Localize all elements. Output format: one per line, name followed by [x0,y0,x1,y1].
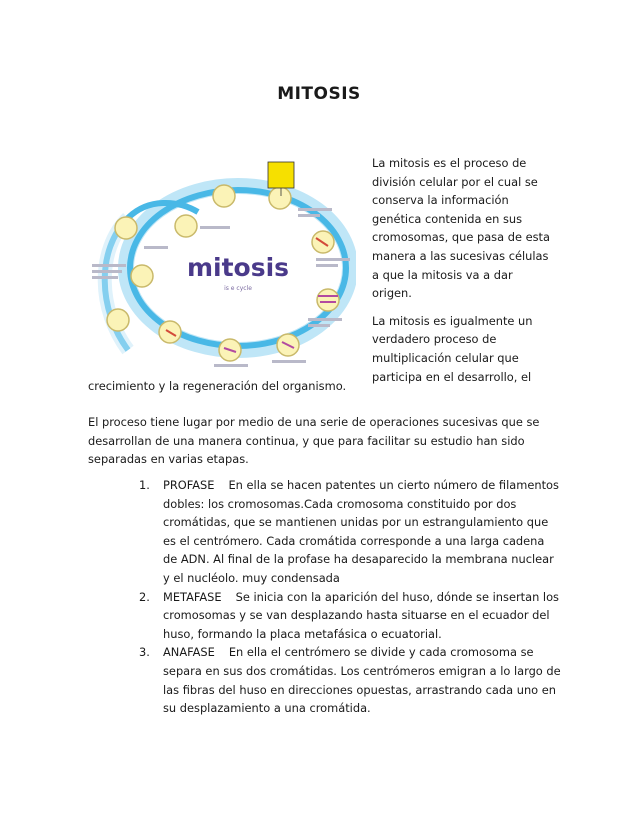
diagram-center-subtitle: is e cycle [224,285,252,292]
cell-cycle-illustration [88,160,356,372]
list-number: 1. [139,478,150,492]
list-item-metafase [139,588,561,644]
phase-description: En ella el centrómero se divide y cada cromosoma se separa en sus dos cromátidas. Los centrómeros emigran a lo largo de las fibras del huso en direcciones opuestas, arrastrando cada uno en su desplazamiento a una cromátida. [163,645,561,716]
phases-list [139,476,561,718]
phase-description: Se inicia con la aparición del huso, dónde se insertan los cromosomas y se van desplazando hasta situarse en el ecuador del huso, formando la placa metafásica o ecuatorial. [163,589,559,641]
list-number: 2. [139,589,150,604]
list-item-profase [139,476,561,588]
diagram-center-word: mitosis [186,253,290,282]
phase-term: PROFASE [163,478,215,492]
list-number: 3. [139,645,150,660]
right-text-column [372,154,552,386]
paragraph-process: El proceso tiene lugar por medio de una serie de operaciones sucesivas que se desarrollan de una manera continua, y que para facilitar su estudio han sido separadas en varias etapas. [88,415,540,467]
list-item-anafase [139,643,561,717]
phase-description: En ella se hacen patentes un cierto número de filamentos dobles: los cromosomas.Cada cromosoma constituido por dos cromátidas, que se mantienen unidas por un estrangulamiento que es el centrómero. Cada cromátida corresponde a una larga cadena de ADN. Al final de la profase ha desaparecido la membrana nuclear y el nucléolo. muy condensada [163,478,559,585]
paragraph-definition: La mitosis es el proceso de división celular por el cual se conserva la información genética contenida en sus cromosomas, que pasa de esta manera a las sucesivas células a que la mitosis va a dar origen. [372,156,550,301]
phase-term: METAFASE [163,589,222,604]
paragraph-multiplication: La mitosis es igualmente un verdadero proceso de multiplicación celular que participa en el desarrollo, el [372,313,533,384]
phase-term: ANAFASE [163,645,215,660]
paragraph-multiplication-continuation: crecimiento y la regeneración del organismo. [88,379,347,393]
page-title: MITOSIS [277,84,361,104]
mitosis-cell-cycle-diagram [88,160,356,372]
